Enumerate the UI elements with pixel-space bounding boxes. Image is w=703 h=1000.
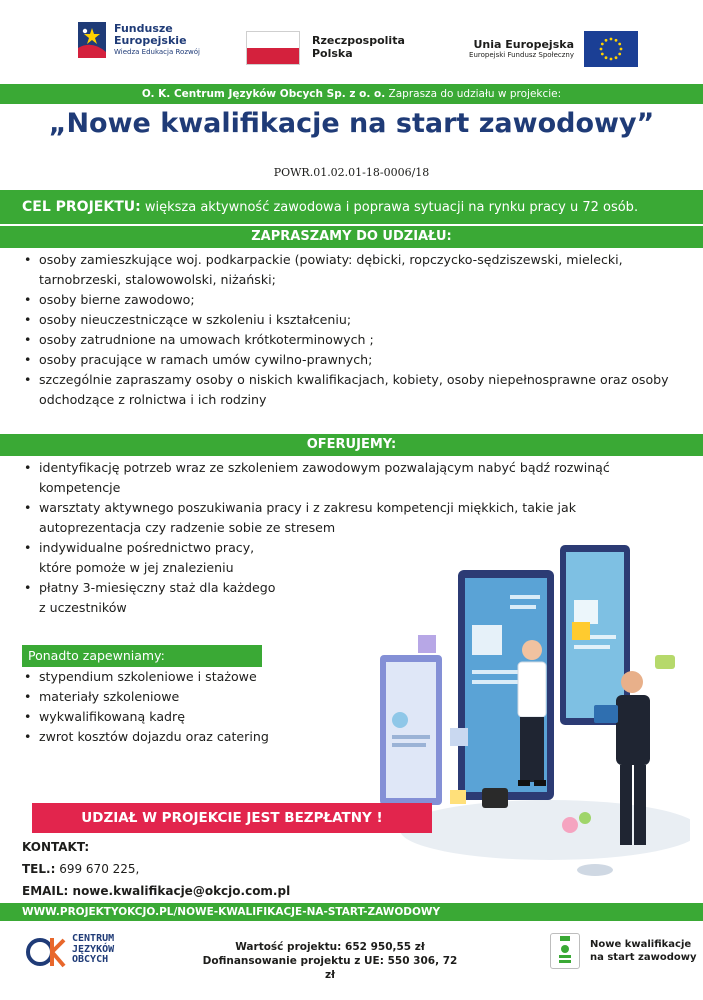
provide-list (22, 667, 382, 747)
list-item: • identyfikację potrzeb wraz ze szkoleniem zawodowym pozwalającym nabyć bądź rozwinąć kompetencje (22, 458, 682, 498)
free-participation-banner: UDZIAŁ W PROJEKCIE JEST BEZPŁATNY ! (32, 803, 432, 833)
contact-phone (22, 862, 139, 876)
phone-label: TEL.: (22, 862, 56, 876)
user-badge-icon (450, 728, 468, 746)
eu-flag-icon (584, 31, 638, 67)
ok-line3: OBCYCH (72, 954, 109, 966)
email-value[interactable]: nowe.kwalifikacje@okcjo.com.pl (68, 884, 291, 898)
project-value: Wartość projektu: 652 950,55 zł (235, 941, 425, 953)
note-icon (450, 790, 466, 804)
rp-line2: Polska (312, 47, 353, 60)
fundusze-europejskie-logo (78, 22, 200, 58)
offer-section-heading: OFERUJEMY: (0, 434, 703, 456)
ok-logo-icon (24, 930, 68, 970)
list-item-text-cont: które pomoże w jej znalezieniu (39, 560, 234, 575)
ok-line1: CENTRUM (72, 933, 115, 945)
invite-section-heading: ZAPRASZAMY DO UDZIAŁU: (0, 226, 703, 248)
rp-line1: Rzeczpospolita (312, 34, 405, 48)
project-cofinancing: Dofinansowanie projektu z UE: 550 306, 72 zł (202, 955, 458, 982)
invite-list (22, 250, 682, 410)
list-item-text: indywidualne pośrednictwo pracy, (39, 540, 255, 555)
list-item: • materiały szkoleniowe (22, 687, 382, 707)
list-item: • osoby pracujące w ramach umów cywilno-prawnych; (22, 350, 682, 370)
list-item: • wykwalifikowaną kadrę (22, 707, 382, 727)
contact-heading: KONTAKT: (22, 840, 90, 854)
email-label: EMAIL: (22, 884, 69, 898)
clipboard-icon (550, 933, 580, 969)
url-band (0, 903, 703, 921)
phone-value[interactable]: 699 670 225, (55, 862, 140, 876)
fe-line1: Fundusze (114, 22, 173, 36)
list-item: • stypendium szkoleniowe i stażowe (22, 667, 382, 687)
unia-europejska-logo (469, 31, 638, 67)
goal-label: CEL PROJEKTU: (22, 199, 141, 215)
list-item: • warsztaty aktywnego poszukiwania pracy i z zakresu kompetencji miękkich, takie jak autoprezentacja czy radzenie sobie ze stresem (22, 498, 682, 538)
list-item-text: płatny 3-miesięczny staż dla każdego (39, 580, 276, 595)
list-item: • szczególnie zapraszamy osoby o niskich kwalifikacjach, kobiety, osoby niepełnosprawne oraz osoby odchodzące z rolnictwa i ich rodziny (22, 370, 682, 410)
briefcase-icon (482, 788, 508, 808)
project-title: „Nowe kwalifikacje na start zawodowy” (48, 108, 655, 139)
check-badge-icon (418, 635, 436, 653)
invite-text: Zaprasza do udziału w projekcie: (385, 88, 562, 100)
organizer-name: O. K. Centrum Języków Obcych Sp. z o. o. (141, 88, 386, 100)
star-badge-icon (572, 622, 590, 640)
list-item-text-cont: z uczestników (39, 600, 127, 615)
goal-band (0, 190, 703, 224)
profile-card-left (380, 655, 442, 805)
career-illustration (370, 530, 690, 890)
badge-line1: Nowe kwalifikacje (590, 938, 692, 950)
ok-line2: JĘZYKÓW (72, 943, 115, 955)
list-item: • zwrot kosztów dojazdu oraz catering (22, 727, 382, 747)
goal-text: większa aktywność zawodowa i poprawa sytuacji na rynku pracy u 72 osób. (140, 200, 639, 215)
project-url[interactable]: WWW.PROJEKTYOKCJO.PL/NOWE-KWALIFIKACJE-NA-START-ZAWODOWY (22, 906, 441, 918)
businessman-figure (518, 640, 546, 786)
provide-section-heading: Ponadto zapewniamy: (22, 645, 262, 667)
polish-flag-icon (246, 31, 300, 65)
invite-band (0, 84, 703, 104)
logo-bar (78, 22, 638, 72)
project-badge (550, 933, 696, 969)
list-item: • osoby zatrudnione na umowach krótkoterminowych ; (22, 330, 682, 350)
magnifier-icon (577, 864, 613, 876)
chat-bubble-icon (655, 655, 675, 669)
decor-circle (562, 817, 578, 833)
contact-email (22, 884, 290, 898)
list-item: • osoby nieuczestniczące w szkoleniu i kształceniu; (22, 310, 682, 330)
decor-circle (579, 812, 591, 824)
project-financing (200, 940, 460, 983)
fe-line2: Europejskie (114, 34, 187, 48)
rzeczpospolita-logo (246, 31, 405, 65)
list-item: • osoby zamieszkujące woj. podkarpackie (powiaty: dębicki, ropczycko-sędziszewski, mielecki, tarnobrzeski, stalowowolski, niżański; (22, 250, 682, 290)
eu-line2: Europejski Fundusz Społeczny (469, 51, 574, 60)
fe-line3: Wiedza Edukacja Rozwój (114, 48, 200, 57)
project-code: POWR.01.02.01-18-0006/18 (273, 166, 430, 179)
fe-star-icon (78, 22, 106, 58)
list-item: • osoby bierne zawodowo; (22, 290, 682, 310)
badge-line2: na start zawodowy (590, 952, 697, 963)
eu-line1: Unia Europejska (473, 38, 574, 52)
okcjo-logo (24, 930, 114, 970)
